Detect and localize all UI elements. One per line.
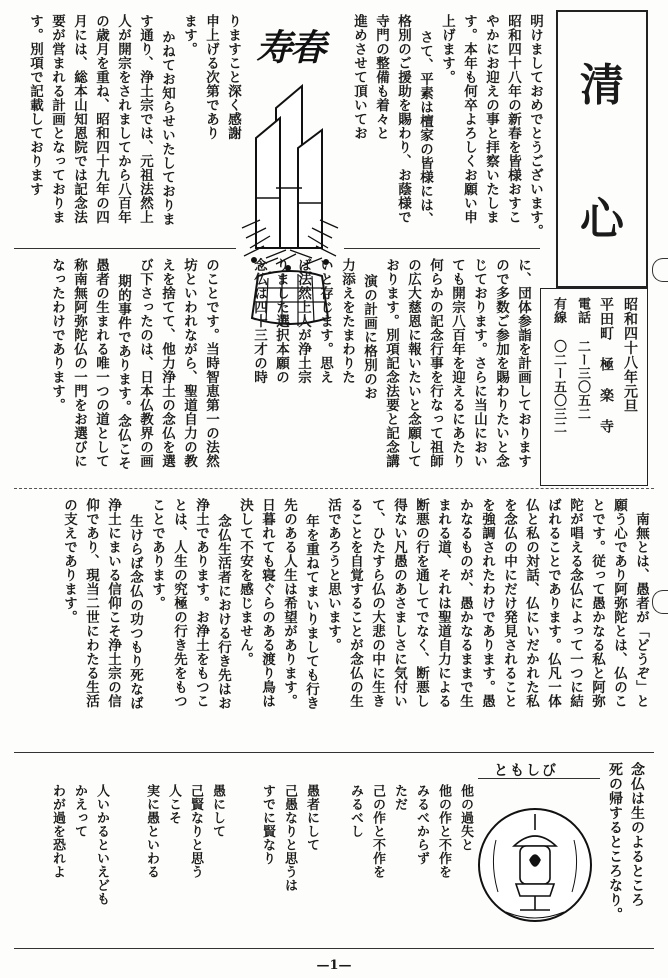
lower-col-19: 決して不安を感じません。 [237, 498, 253, 666]
lower-col-9: かなるものが、愚かなるままで生 [457, 498, 473, 708]
lower-col-12: 得ない凡愚のあさましさに気付い [391, 498, 407, 708]
lower-col-8: を強調されたわけであります。愚 [479, 498, 495, 708]
tomoshibi-poem-7: 愚者にして [304, 784, 319, 852]
lamp-illustration [476, 800, 594, 930]
middle-col-17: えを捨てて、他力浄土の念仏を選 [159, 258, 175, 468]
greeting-col-10: りますこと深く感謝 [225, 14, 241, 140]
greeting-col-15: 人が開宗をされましてから八百年 [115, 14, 131, 224]
lower-col-22: とは、人生の究極の行き先をもつ [171, 498, 187, 708]
middle-col-15: のことです。当時智恵第一の法然 [203, 258, 219, 468]
lower-col-24: 生けらば念仏の功つもり死なば [127, 514, 143, 710]
lower-col-3: とです。従って愚かなる私と阿弥 [589, 498, 605, 708]
greeting-col-13: かねてお知らせいたしておりま [159, 30, 175, 226]
lower-col-1: 南無とは、愚者が「どうぞ」と [633, 512, 649, 708]
tomoshibi-poem-5: 己の作と不作を [370, 784, 385, 879]
greeting-col-16: の歳月を重ね、昭和四十九年の四 [93, 14, 109, 224]
middle-col-3: じております。さらに当山におい [471, 258, 487, 468]
greeting-col-7: 格別のご援助を賜わり、お蔭様で [395, 14, 411, 224]
middle-col-21: 称南無阿弥陀仏の一門をお選びに [71, 258, 87, 468]
middle-col-8: 演の計画に格別のお [361, 274, 377, 400]
greeting-col-1: 明けましておめでとうございます。 [527, 14, 543, 238]
middle-col-20: 愚者の生まれる唯一つの道として [93, 258, 109, 468]
lower-col-27: の支えであります。 [61, 498, 77, 624]
tomoshibi-quote-2: 死の帰するところなり。 [607, 762, 623, 922]
lower-col-14: ることを自覚することが念仏の生 [347, 498, 363, 708]
divider-lower [14, 752, 654, 753]
greeting-col-17: 月には、総本山知恩院では記念法 [71, 14, 87, 224]
greeting-col-19: す。別項で記載しております [27, 14, 43, 196]
greeting-col-5: 上げます。 [439, 14, 455, 84]
tomoshibi-poem-8: 己愚なりと思うは [282, 784, 297, 892]
tomoshibi-poem-10: 愚にして [210, 784, 225, 838]
lower-col-5: ばれることであります。仏凡一体 [545, 498, 561, 708]
page-number: —1— [316, 958, 352, 973]
lower-col-26: 仰であり、現当二世にわたる生活 [83, 498, 99, 708]
tomoshibi-poem-13: 実に愚といわる [144, 784, 159, 879]
middle-col-11: ば法然上人が浄土宗 [295, 258, 311, 384]
tomoshibi-poem-4: ただ [392, 784, 407, 811]
middle-col-14: 念仏は四十三才の時 [251, 258, 267, 384]
tomoshibi-poem-9: すでに賢なり [260, 784, 275, 865]
binding-notch-bottom [652, 590, 668, 614]
middle-col-9: 力添えをたまわりた [339, 258, 355, 384]
temple-info-box [540, 288, 648, 486]
masthead-box [556, 10, 648, 288]
middle-col-5: 何らかの記念行事を行なって祖師 [427, 258, 443, 468]
lower-col-4: 陀が唱える念仏によって一つに結 [567, 498, 583, 708]
masthead-title-bottom: 心 [580, 194, 624, 245]
tomoshibi-poem-11: 己賢なりと思う [188, 784, 203, 879]
divider-middle [14, 488, 654, 489]
lower-col-25: 浄土にまいる信仰こそ浄土宗の信 [105, 498, 121, 708]
middle-col-10: いと存じます。思え [317, 258, 333, 384]
greeting-col-6: さて、平素は檀家の皆様には、 [417, 30, 433, 226]
lower-col-7: を念仏の中にだけ発見されること [501, 498, 517, 708]
lower-col-23: ことであります。 [149, 498, 165, 610]
lower-col-13: て、ひたすら仏の大悲の中に生き [369, 498, 385, 708]
temple-phone: 電話 二ー三〇五二 [575, 297, 590, 421]
greeting-col-18: 要が営まれる計画となっておりま [49, 14, 65, 224]
middle-col-16: 坊といわれながら、聖道自力の教 [181, 258, 197, 468]
middle-col-6: の広大慈恩に報いたいと念願して [405, 258, 421, 468]
middle-col-7: おります。別項記念法要と記念講 [383, 258, 399, 468]
tomoshibi-heading-rule [478, 778, 600, 779]
tomoshibi-poem-1: 他の過失と [458, 784, 473, 852]
tomoshibi-poem-14: 人いかるといえども [94, 784, 109, 906]
kadomatsu-title: 寿春 [255, 27, 324, 69]
masthead-title-top: 清 [580, 60, 624, 111]
temple-line: 有線 〇二ー五〇三二 [551, 297, 566, 434]
tomoshibi-poem-6: みるべし [348, 784, 363, 838]
middle-col-19: 期的事件であります。念仏こそ [115, 274, 131, 470]
tomoshibi-poem-2: 他の作と不作を [436, 784, 451, 879]
middle-col-22: なったわけであります。 [49, 258, 65, 412]
greeting-col-11: 申上げる次第であり [203, 14, 219, 140]
greeting-col-9: 進めさせて頂いてお [351, 14, 367, 140]
tomoshibi-quote-1: 念仏は生のよるところ [629, 762, 645, 907]
tomoshibi-poem-16: わが過を恐れよ [50, 784, 65, 879]
greeting-col-3: やかにお迎えの事と拝察いたしま [483, 14, 499, 224]
tomoshibi-poem-3: みるべからず [414, 784, 429, 865]
lower-col-15: 活であろうと思います。 [325, 498, 341, 652]
lower-col-16: 年を重ねてまいりましても行き [303, 514, 319, 710]
greeting-col-14: す通り、浄土宗では、元祖法然上 [137, 14, 153, 224]
middle-col-4: ても開宗八百年を迎えるにあたり [449, 258, 465, 468]
lower-col-2: 願う心であり阿弥陀とは、仏のこ [611, 498, 627, 708]
middle-col-18: び下さったのは、日本仏教界の画 [137, 258, 153, 468]
lower-col-17: 先のある人生は希望があります。 [281, 498, 297, 708]
lower-col-21: 浄土であります。お浄土をもつこ [193, 498, 209, 708]
tomoshibi-poem-15: かえって [72, 784, 87, 838]
divider-greeting-right [344, 248, 540, 249]
tomoshibi-heading: ともしび [494, 763, 558, 779]
middle-col-2: ので多数ご参加を賜わりたいと念 [493, 258, 509, 468]
lower-col-20: 念仏生活者における行き先はお [215, 514, 231, 710]
lower-col-11: 断悪の行を通してでなく、断悪し [413, 498, 429, 708]
lower-col-6: 仏と私の対話、仏にいだかれた私 [523, 498, 539, 708]
tomoshibi-poem-12: 人こそ [166, 784, 181, 825]
greeting-col-12: ます。 [181, 14, 197, 56]
middle-col-1: に、団体参詣を計画しております [515, 258, 531, 468]
temple-date: 昭和四十八年元旦 [622, 297, 638, 413]
divider-greeting-left [14, 248, 236, 249]
lower-col-10: まれる道、それは聖道自力による [435, 498, 451, 708]
temple-name: 平田町 極 楽 寺 [598, 297, 614, 434]
greeting-col-2: 昭和四十八年の新春を皆様おすこ [505, 14, 521, 224]
greeting-col-8: 寺門の整備も着々と [373, 14, 389, 140]
binding-notch-top [652, 258, 668, 282]
greeting-col-4: す。本年も何卒よろしくお願い申 [461, 14, 477, 224]
middle-col-13: りました選択本願の [273, 258, 289, 384]
divider-bottom [14, 948, 654, 949]
lower-col-18: 日暮れても寝ぐらのある渡り鳥は [259, 498, 275, 708]
